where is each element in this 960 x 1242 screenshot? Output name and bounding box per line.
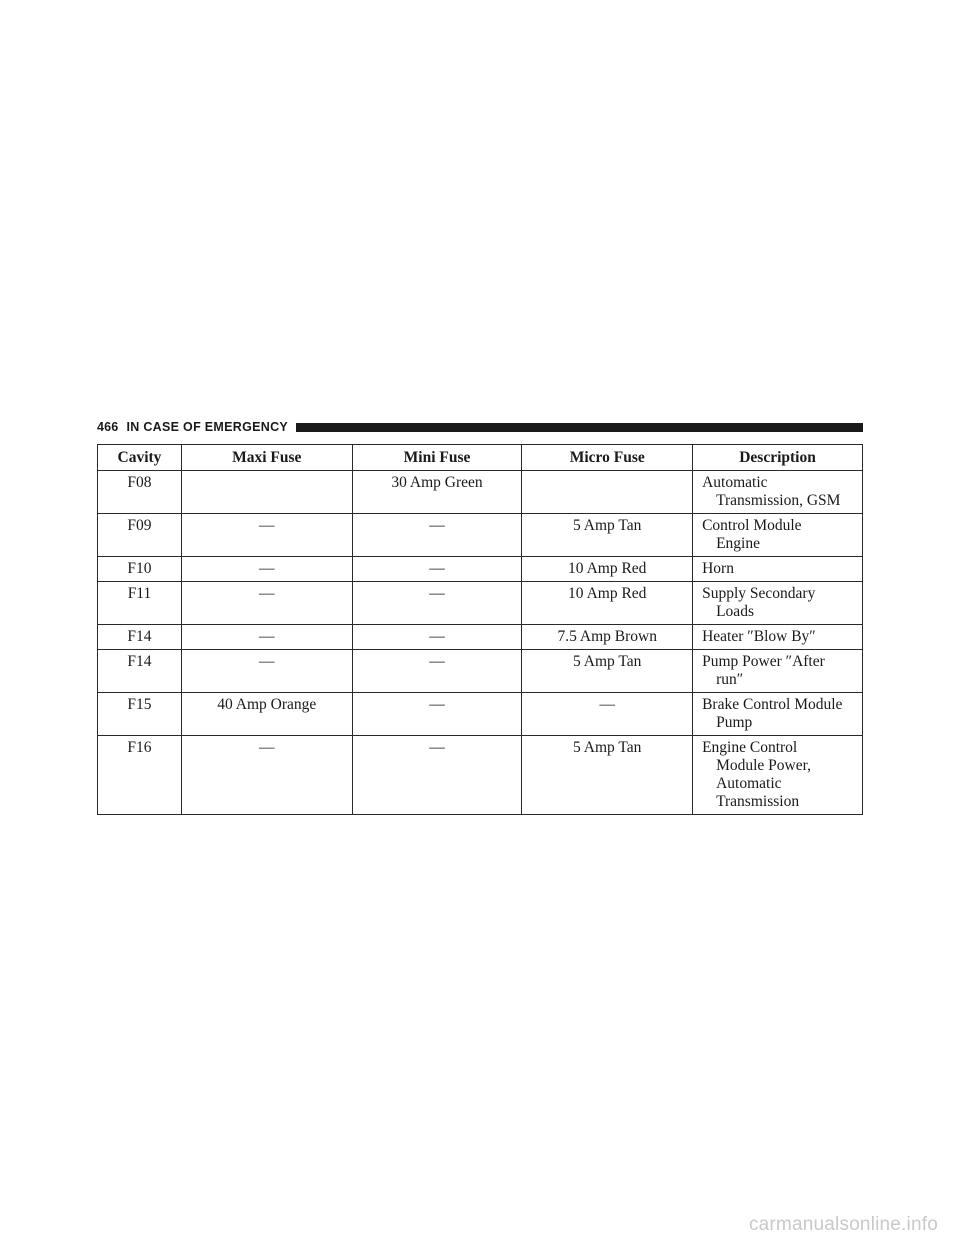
description-line: Brake Control Module: [702, 696, 843, 713]
description-line: Control Module: [702, 517, 802, 534]
cell-micro-fuse: 5 Amp Tan: [522, 650, 693, 693]
table-row: [98, 557, 863, 582]
column-header-micro-fuse: Micro Fuse: [522, 445, 693, 471]
table-header-row: [98, 445, 863, 471]
cell-mini-fuse: —: [352, 650, 522, 693]
cell-cavity: F14: [98, 650, 182, 693]
description-line: Automatic: [716, 775, 782, 792]
cell-mini-fuse: 30 Amp Green: [352, 471, 522, 514]
cell-description: [693, 514, 863, 557]
cell-description: [693, 557, 863, 582]
cell-maxi-fuse: [181, 471, 352, 514]
description-line: Engine Control: [702, 739, 798, 756]
cell-cavity: F10: [98, 557, 182, 582]
cell-cavity: F16: [98, 736, 182, 815]
cell-description: [693, 582, 863, 625]
cell-cavity: F08: [98, 471, 182, 514]
cell-mini-fuse: —: [352, 582, 522, 625]
description-line: Pump Power ″After: [702, 653, 825, 670]
cell-maxi-fuse: —: [181, 514, 352, 557]
table-row: [98, 625, 863, 650]
cell-description: [693, 625, 863, 650]
watermark: carmanualsonline.info: [748, 1214, 938, 1235]
section-title: IN CASE OF EMERGENCY: [126, 420, 289, 434]
column-header-mini-fuse: Mini Fuse: [352, 445, 522, 471]
header-rule: [296, 423, 863, 432]
description-line: Engine: [716, 535, 760, 552]
cell-description: [693, 471, 863, 514]
table-row: [98, 514, 863, 557]
cell-maxi-fuse: —: [181, 625, 352, 650]
cell-micro-fuse: [522, 471, 693, 514]
cell-maxi-fuse: 40 Amp Orange: [181, 693, 352, 736]
cell-mini-fuse: —: [352, 736, 522, 815]
cell-description: [693, 693, 863, 736]
description-line: Automatic: [702, 474, 768, 491]
cell-micro-fuse: 10 Amp Red: [522, 557, 693, 582]
table-row: [98, 582, 863, 625]
description-line: Loads: [716, 603, 754, 620]
table-row: [98, 693, 863, 736]
description-line: Transmission: [716, 793, 800, 810]
page-number: 466: [97, 420, 119, 434]
description-line: Pump: [716, 714, 753, 731]
page-header: [97, 419, 863, 435]
table-row: [98, 736, 863, 815]
description-line: Module Power,: [716, 757, 812, 774]
cell-maxi-fuse: —: [181, 582, 352, 625]
cell-mini-fuse: —: [352, 625, 522, 650]
column-header-description: Description: [693, 445, 863, 471]
cell-description: [693, 650, 863, 693]
cell-maxi-fuse: —: [181, 650, 352, 693]
cell-mini-fuse: —: [352, 557, 522, 582]
cell-micro-fuse: —: [522, 693, 693, 736]
cell-description: [693, 736, 863, 815]
cell-cavity: F09: [98, 514, 182, 557]
cell-maxi-fuse: —: [181, 557, 352, 582]
column-header-maxi-fuse: Maxi Fuse: [181, 445, 352, 471]
description-line: Supply Secondary: [702, 585, 816, 602]
cell-cavity: F15: [98, 693, 182, 736]
cell-maxi-fuse: —: [181, 736, 352, 815]
cell-mini-fuse: —: [352, 514, 522, 557]
cell-cavity: F11: [98, 582, 182, 625]
cell-micro-fuse: 7.5 Amp Brown: [522, 625, 693, 650]
cell-micro-fuse: 5 Amp Tan: [522, 736, 693, 815]
column-header-cavity: Cavity: [98, 445, 182, 471]
fuse-table: [97, 444, 863, 815]
description-line: run″: [716, 671, 744, 688]
table-row: [98, 471, 863, 514]
cell-mini-fuse: —: [352, 693, 522, 736]
description-line: Heater ″Blow By″: [702, 628, 816, 645]
cell-micro-fuse: 5 Amp Tan: [522, 514, 693, 557]
cell-micro-fuse: 10 Amp Red: [522, 582, 693, 625]
description-line: Horn: [702, 560, 734, 577]
description-line: Transmission, GSM: [716, 492, 841, 509]
cell-cavity: F14: [98, 625, 182, 650]
table-row: [98, 650, 863, 693]
